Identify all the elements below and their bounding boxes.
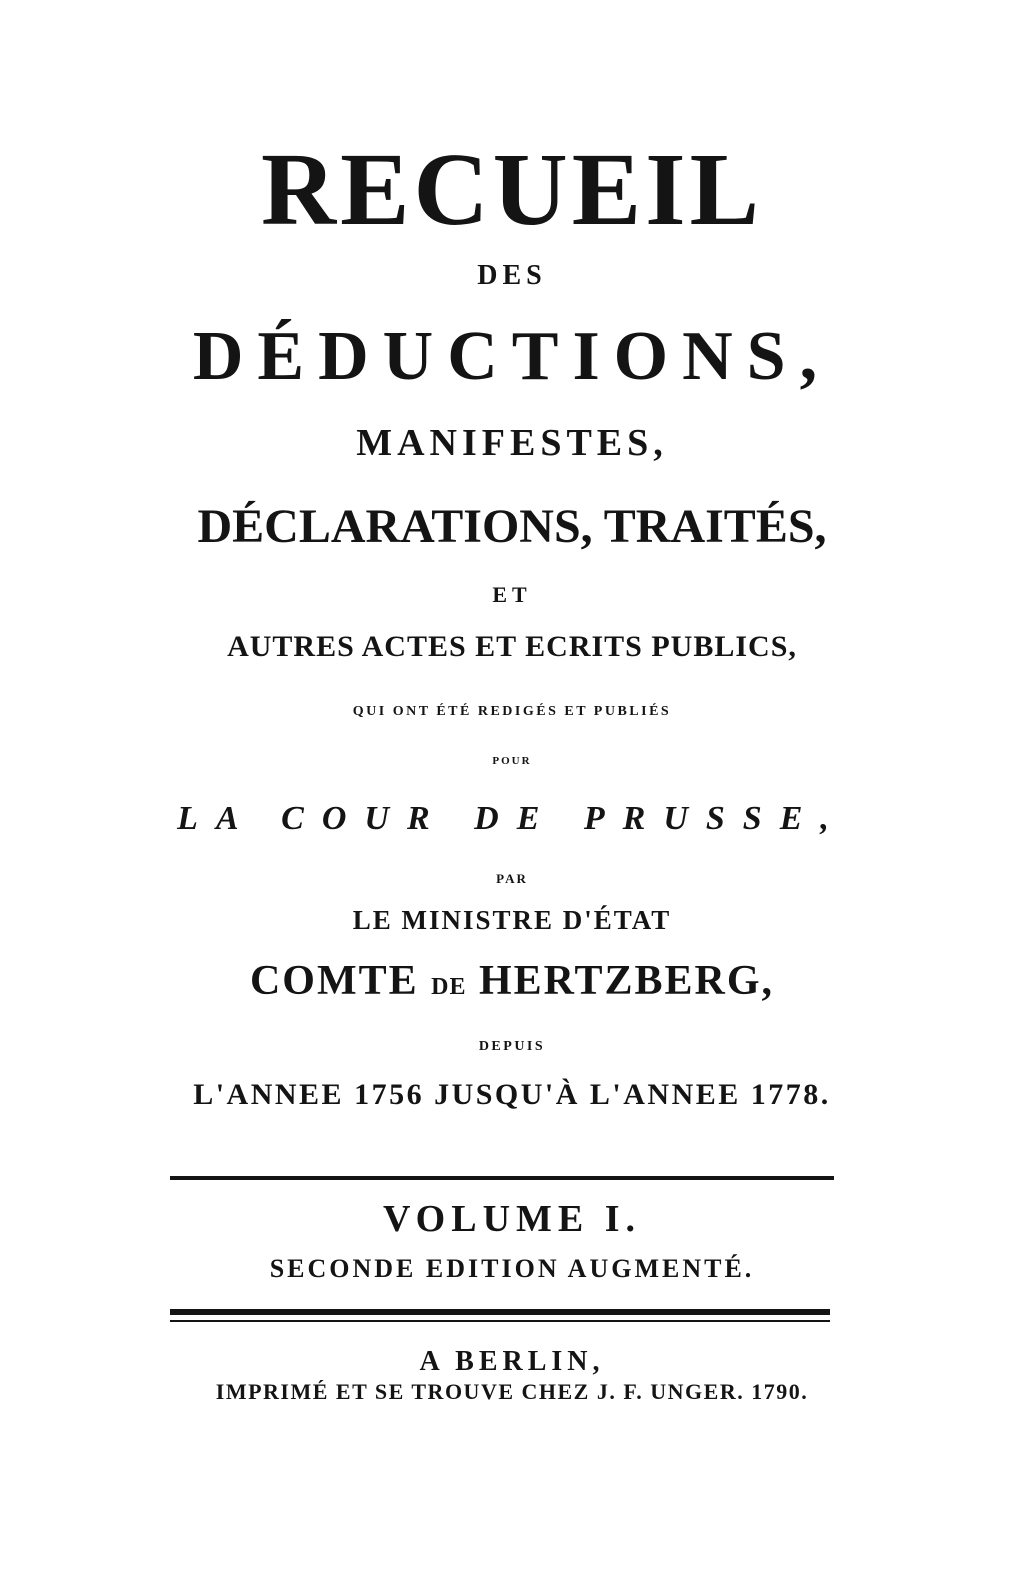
subtitle-cour-de-prusse: LA COUR DE PRUSSE, [177,800,847,837]
imprint-city: A BERLIN, [419,1346,605,1377]
author-title: COMTE [249,958,419,1004]
author-particle: DE [431,974,467,1000]
subtitle-pour: POUR [492,755,532,767]
title-declarations: DÉCLARATIONS, TRAITÉS, [197,500,827,553]
author-par: PAR [496,871,528,886]
volume-number: VOLUME I. [382,1198,642,1240]
title-deductions: DÉDUCTIONS, [192,318,832,395]
author-name [0,960,1024,1002]
divider-rule-double-thin [170,1320,830,1322]
subtitle-redaction: QUI ONT ÉTÉ REDIGÉS ET PUBLIÉS [352,704,672,719]
book-title: RECUEIL [261,132,763,247]
author-office: LE MINISTRE D'ÉTAT [352,905,672,935]
title-autres-actes: AUTRES ACTES ET ECRITS PUBLICS, [227,630,797,663]
author-surname: HERTZBERG, [478,958,775,1004]
date-range: L'ANNEE 1756 JUSQU'À L'ANNEE 1778. [193,1078,831,1111]
divider-rule-double-thick [170,1309,830,1315]
title-manifestes: MANIFESTES, [356,422,668,464]
divider-rule-top [170,1176,834,1180]
imprint-printer: IMPRIMÉ ET SE TROUVE CHEZ J. F. UNGER. 1790. [215,1379,809,1404]
edition-statement: SECONDE EDITION AUGMENTÉ. [269,1254,755,1283]
title-connector-et: ET [492,582,532,607]
date-range-depuis: DEPUIS [478,1039,546,1054]
title-connector-des: DES [477,260,547,291]
